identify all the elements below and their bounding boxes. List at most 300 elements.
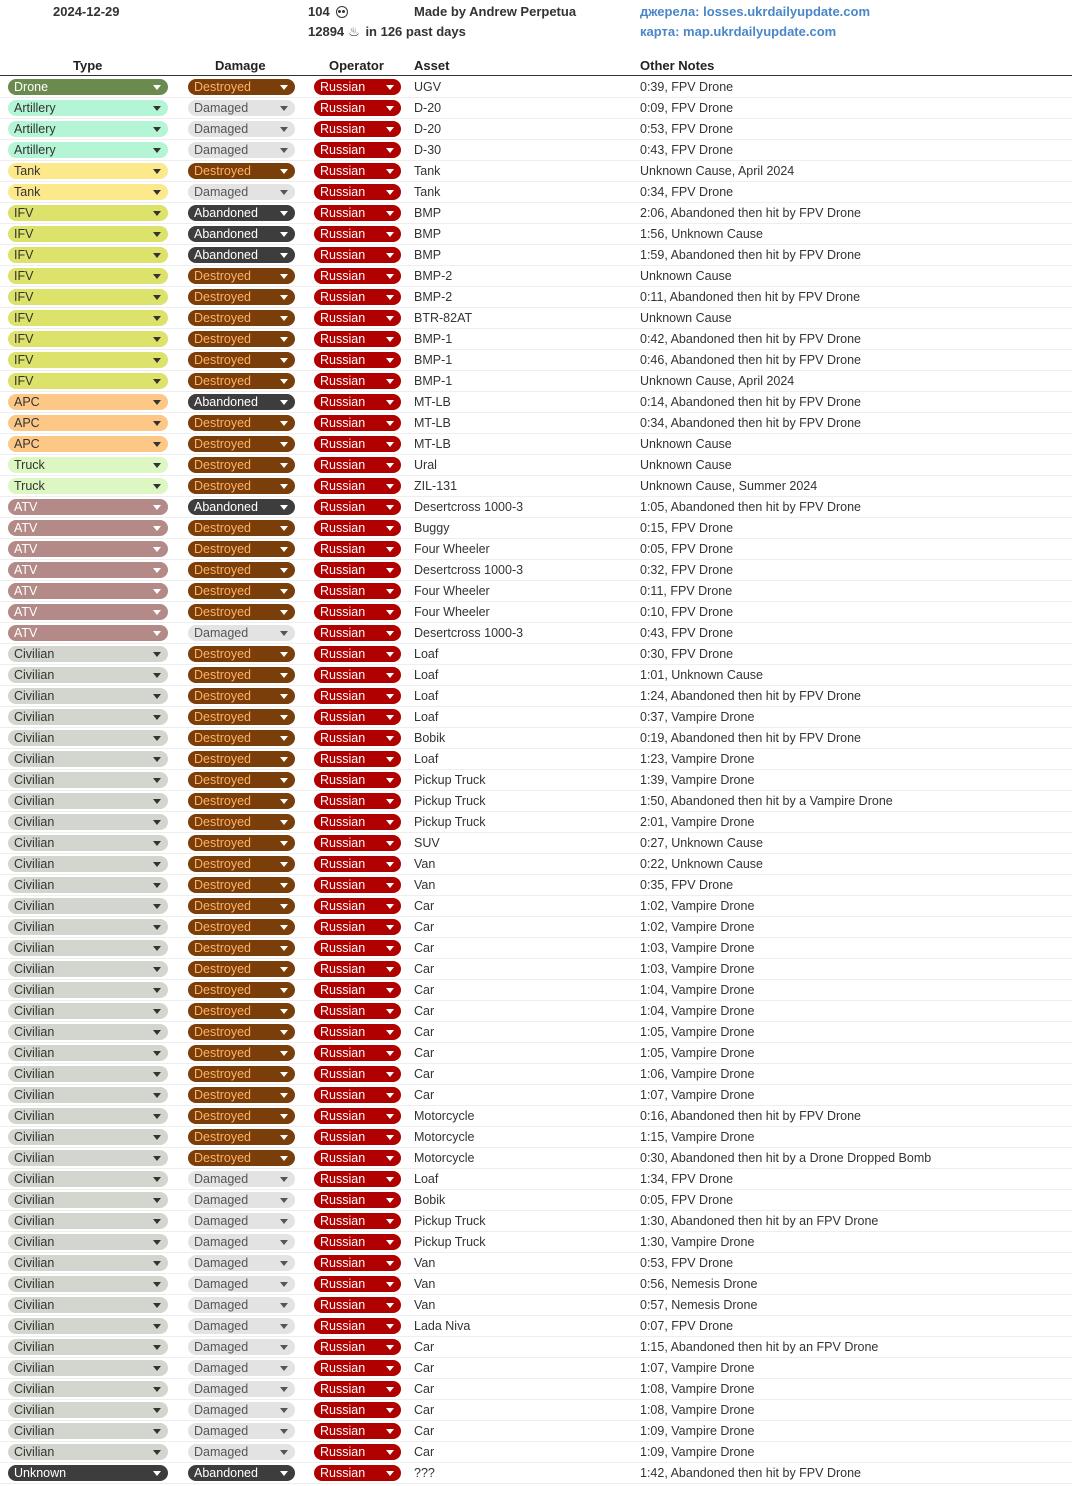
notes-cell[interactable]: 1:03, Vampire Drone xyxy=(640,941,755,955)
asset-cell[interactable]: Car xyxy=(414,1382,435,1396)
operator-select[interactable] xyxy=(314,1150,401,1166)
type-select[interactable] xyxy=(8,1045,168,1061)
type-select[interactable] xyxy=(8,646,168,662)
operator-select[interactable] xyxy=(314,772,401,788)
damage-select[interactable] xyxy=(188,205,295,221)
operator-select[interactable] xyxy=(314,1003,401,1019)
type-select[interactable] xyxy=(8,1066,168,1082)
operator-select[interactable] xyxy=(314,1066,401,1082)
damage-select[interactable] xyxy=(188,1087,295,1103)
type-select[interactable] xyxy=(8,100,168,116)
type-select[interactable] xyxy=(8,898,168,914)
asset-cell[interactable]: Ural xyxy=(414,458,437,472)
damage-select[interactable] xyxy=(188,835,295,851)
type-select[interactable] xyxy=(8,541,168,557)
asset-cell[interactable]: Car xyxy=(414,1445,435,1459)
notes-cell[interactable]: 1:15, Abandoned then hit by an FPV Drone xyxy=(640,1340,879,1354)
type-select[interactable] xyxy=(8,688,168,704)
asset-cell[interactable]: Pickup Truck xyxy=(414,1235,486,1249)
operator-select[interactable] xyxy=(314,940,401,956)
damage-select[interactable] xyxy=(188,982,295,998)
notes-cell[interactable]: 2:01, Vampire Drone xyxy=(640,815,755,829)
asset-cell[interactable]: Car xyxy=(414,1340,435,1354)
operator-select[interactable] xyxy=(314,373,401,389)
notes-cell[interactable]: 1:05, Abandoned then hit by FPV Drone xyxy=(640,500,861,514)
notes-cell[interactable]: 1:09, Vampire Drone xyxy=(640,1424,755,1438)
asset-cell[interactable]: Van xyxy=(414,1277,436,1291)
notes-cell[interactable]: 0:39, FPV Drone xyxy=(640,80,734,94)
operator-select[interactable] xyxy=(314,919,401,935)
type-select[interactable] xyxy=(8,625,168,641)
notes-cell[interactable]: 0:30, FPV Drone xyxy=(640,647,734,661)
operator-select[interactable] xyxy=(314,1276,401,1292)
notes-cell[interactable]: 0:30, Abandoned then hit by a Drone Dropped Bomb xyxy=(640,1151,932,1165)
damage-select[interactable] xyxy=(188,1381,295,1397)
asset-cell[interactable]: Car xyxy=(414,1067,435,1081)
type-select[interactable] xyxy=(8,835,168,851)
damage-select[interactable] xyxy=(188,1276,295,1292)
type-select[interactable] xyxy=(8,1108,168,1124)
type-select[interactable] xyxy=(8,1150,168,1166)
notes-cell[interactable]: 1:42, Abandoned then hit by FPV Drone xyxy=(640,1466,861,1480)
damage-select[interactable] xyxy=(188,352,295,368)
operator-select[interactable] xyxy=(314,1108,401,1124)
notes-cell[interactable]: 0:42, Abandoned then hit by FPV Drone xyxy=(640,332,861,346)
damage-select[interactable] xyxy=(188,772,295,788)
asset-cell[interactable]: Car xyxy=(414,941,435,955)
asset-cell[interactable]: Loaf xyxy=(414,1172,439,1186)
damage-select[interactable] xyxy=(188,1465,295,1481)
damage-select[interactable] xyxy=(188,289,295,305)
operator-select[interactable] xyxy=(314,814,401,830)
damage-select[interactable] xyxy=(188,730,295,746)
notes-cell[interactable]: 0:27, Unknown Cause xyxy=(640,836,763,850)
map-link[interactable]: карта: map.ukrdailyupdate.com xyxy=(640,24,837,39)
type-select[interactable] xyxy=(8,247,168,263)
notes-cell[interactable]: 1:03, Vampire Drone xyxy=(640,962,755,976)
operator-select[interactable] xyxy=(314,1402,401,1418)
operator-select[interactable] xyxy=(314,793,401,809)
type-select[interactable] xyxy=(8,205,168,221)
operator-select[interactable] xyxy=(314,1318,401,1334)
column-header-notes[interactable]: Other Notes xyxy=(640,58,715,73)
column-header-type[interactable]: Type xyxy=(73,58,103,73)
asset-cell[interactable]: Car xyxy=(414,1046,435,1060)
operator-select[interactable] xyxy=(314,457,401,473)
type-select[interactable] xyxy=(8,436,168,452)
operator-select[interactable] xyxy=(314,982,401,998)
operator-select[interactable] xyxy=(314,1339,401,1355)
operator-select[interactable] xyxy=(314,142,401,158)
type-select[interactable] xyxy=(8,310,168,326)
asset-cell[interactable]: Car xyxy=(414,1004,435,1018)
asset-cell[interactable]: Van xyxy=(414,857,436,871)
notes-cell[interactable]: Unknown Cause, April 2024 xyxy=(640,374,795,388)
notes-cell[interactable]: Unknown Cause, Summer 2024 xyxy=(640,479,818,493)
asset-cell[interactable]: Car xyxy=(414,1361,435,1375)
asset-cell[interactable]: Car xyxy=(414,899,435,913)
asset-cell[interactable]: Pickup Truck xyxy=(414,1214,486,1228)
operator-select[interactable] xyxy=(314,1360,401,1376)
notes-cell[interactable]: 1:39, Vampire Drone xyxy=(640,773,755,787)
notes-cell[interactable]: Unknown Cause, April 2024 xyxy=(640,164,795,178)
damage-select[interactable] xyxy=(188,667,295,683)
operator-select[interactable] xyxy=(314,1087,401,1103)
operator-select[interactable] xyxy=(314,1465,401,1481)
operator-select[interactable] xyxy=(314,1045,401,1061)
operator-select[interactable] xyxy=(314,1444,401,1460)
type-select[interactable] xyxy=(8,478,168,494)
damage-select[interactable] xyxy=(188,226,295,242)
damage-select[interactable] xyxy=(188,961,295,977)
notes-cell[interactable]: 0:43, FPV Drone xyxy=(640,143,734,157)
type-select[interactable] xyxy=(8,1192,168,1208)
operator-select[interactable] xyxy=(314,1234,401,1250)
damage-select[interactable] xyxy=(188,394,295,410)
operator-select[interactable] xyxy=(314,205,401,221)
notes-cell[interactable]: 0:37, Vampire Drone xyxy=(640,710,755,724)
notes-cell[interactable]: 0:34, Abandoned then hit by FPV Drone xyxy=(640,416,861,430)
operator-select[interactable] xyxy=(314,835,401,851)
damage-select[interactable] xyxy=(188,331,295,347)
damage-select[interactable] xyxy=(188,793,295,809)
notes-cell[interactable]: 0:09, FPV Drone xyxy=(640,101,734,115)
asset-cell[interactable]: Car xyxy=(414,920,435,934)
notes-cell[interactable]: 1:04, Vampire Drone xyxy=(640,1004,755,1018)
asset-cell[interactable]: Motorcycle xyxy=(414,1151,475,1165)
asset-cell[interactable]: MT-LB xyxy=(414,416,451,430)
operator-select[interactable] xyxy=(314,688,401,704)
type-select[interactable] xyxy=(8,1171,168,1187)
damage-select[interactable] xyxy=(188,1003,295,1019)
damage-select[interactable] xyxy=(188,604,295,620)
type-select[interactable] xyxy=(8,1003,168,1019)
notes-cell[interactable]: Unknown Cause xyxy=(640,311,732,325)
asset-cell[interactable]: D-20 xyxy=(414,122,442,136)
operator-select[interactable] xyxy=(314,604,401,620)
notes-cell[interactable]: 0:11, Abandoned then hit by FPV Drone xyxy=(640,290,861,304)
asset-cell[interactable]: Loaf xyxy=(414,752,439,766)
notes-cell[interactable]: 0:22, Unknown Cause xyxy=(640,857,763,871)
operator-select[interactable] xyxy=(314,751,401,767)
notes-cell[interactable]: 1:24, Abandoned then hit by FPV Drone xyxy=(640,689,861,703)
notes-cell[interactable]: 1:09, Vampire Drone xyxy=(640,1445,755,1459)
operator-select[interactable] xyxy=(314,520,401,536)
operator-select[interactable] xyxy=(314,79,401,95)
operator-select[interactable] xyxy=(314,478,401,494)
notes-cell[interactable]: 0:11, FPV Drone xyxy=(640,584,733,598)
notes-cell[interactable]: 0:14, Abandoned then hit by FPV Drone xyxy=(640,395,861,409)
damage-select[interactable] xyxy=(188,856,295,872)
type-select[interactable] xyxy=(8,1087,168,1103)
damage-select[interactable] xyxy=(188,1444,295,1460)
damage-select[interactable] xyxy=(188,1129,295,1145)
damage-select[interactable] xyxy=(188,436,295,452)
operator-select[interactable] xyxy=(314,268,401,284)
notes-cell[interactable]: 0:53, FPV Drone xyxy=(640,1256,734,1270)
type-select[interactable] xyxy=(8,877,168,893)
asset-cell[interactable]: Van xyxy=(414,1256,436,1270)
damage-select[interactable] xyxy=(188,520,295,536)
type-select[interactable] xyxy=(8,394,168,410)
type-select[interactable] xyxy=(8,856,168,872)
damage-select[interactable] xyxy=(188,688,295,704)
asset-cell[interactable]: Loaf xyxy=(414,668,439,682)
damage-select[interactable] xyxy=(188,1255,295,1271)
asset-cell[interactable]: MT-LB xyxy=(414,437,451,451)
type-select[interactable] xyxy=(8,961,168,977)
operator-select[interactable] xyxy=(314,184,401,200)
type-select[interactable] xyxy=(8,121,168,137)
type-select[interactable] xyxy=(8,331,168,347)
type-select[interactable] xyxy=(8,1234,168,1250)
operator-select[interactable] xyxy=(314,625,401,641)
asset-cell[interactable]: Car xyxy=(414,983,435,997)
asset-cell[interactable]: Car xyxy=(414,1025,435,1039)
notes-cell[interactable]: 1:15, Vampire Drone xyxy=(640,1130,755,1144)
operator-select[interactable] xyxy=(314,562,401,578)
damage-select[interactable] xyxy=(188,1297,295,1313)
operator-select[interactable] xyxy=(314,1024,401,1040)
type-select[interactable] xyxy=(8,373,168,389)
operator-select[interactable] xyxy=(314,667,401,683)
damage-select[interactable] xyxy=(188,1024,295,1040)
notes-cell[interactable]: 0:32, FPV Drone xyxy=(640,563,734,577)
damage-select[interactable] xyxy=(188,877,295,893)
damage-select[interactable] xyxy=(188,1192,295,1208)
damage-select[interactable] xyxy=(188,1423,295,1439)
asset-cell[interactable]: Motorcycle xyxy=(414,1109,475,1123)
notes-cell[interactable]: 1:30, Abandoned then hit by an FPV Drone xyxy=(640,1214,879,1228)
asset-cell[interactable]: ??? xyxy=(414,1466,435,1480)
notes-cell[interactable]: 0:43, FPV Drone xyxy=(640,626,734,640)
operator-select[interactable] xyxy=(314,1423,401,1439)
operator-select[interactable] xyxy=(314,499,401,515)
type-select[interactable] xyxy=(8,184,168,200)
damage-select[interactable] xyxy=(188,1066,295,1082)
damage-select[interactable] xyxy=(188,478,295,494)
asset-cell[interactable]: Bobik xyxy=(414,1193,446,1207)
damage-select[interactable] xyxy=(188,646,295,662)
operator-select[interactable] xyxy=(314,289,401,305)
type-select[interactable] xyxy=(8,1423,168,1439)
notes-cell[interactable]: Unknown Cause xyxy=(640,269,732,283)
asset-cell[interactable]: Pickup Truck xyxy=(414,773,486,787)
operator-select[interactable] xyxy=(314,583,401,599)
type-select[interactable] xyxy=(8,772,168,788)
asset-cell[interactable]: Loaf xyxy=(414,647,439,661)
asset-cell[interactable]: ZIL-131 xyxy=(414,479,458,493)
asset-cell[interactable]: Car xyxy=(414,1088,435,1102)
type-select[interactable] xyxy=(8,751,168,767)
asset-cell[interactable]: Loaf xyxy=(414,689,439,703)
damage-select[interactable] xyxy=(188,415,295,431)
damage-select[interactable] xyxy=(188,373,295,389)
asset-cell[interactable]: BMP xyxy=(414,227,442,241)
asset-cell[interactable]: D-30 xyxy=(414,143,442,157)
damage-select[interactable] xyxy=(188,1318,295,1334)
asset-cell[interactable]: Buggy xyxy=(414,521,450,535)
type-select[interactable] xyxy=(8,1297,168,1313)
operator-select[interactable] xyxy=(314,415,401,431)
type-select[interactable] xyxy=(8,520,168,536)
asset-cell[interactable]: UGV xyxy=(414,80,442,94)
notes-cell[interactable]: 1:23, Vampire Drone xyxy=(640,752,755,766)
type-select[interactable] xyxy=(8,352,168,368)
operator-select[interactable] xyxy=(314,331,401,347)
notes-cell[interactable]: 1:06, Vampire Drone xyxy=(640,1067,755,1081)
operator-select[interactable] xyxy=(314,877,401,893)
notes-cell[interactable]: 1:04, Vampire Drone xyxy=(640,983,755,997)
damage-select[interactable] xyxy=(188,583,295,599)
damage-select[interactable] xyxy=(188,940,295,956)
notes-cell[interactable]: 1:08, Vampire Drone xyxy=(640,1382,755,1396)
asset-cell[interactable]: Desertcross 1000-3 xyxy=(414,626,524,640)
damage-select[interactable] xyxy=(188,625,295,641)
asset-cell[interactable]: Loaf xyxy=(414,710,439,724)
notes-cell[interactable]: 0:56, Nemesis Drone xyxy=(640,1277,758,1291)
notes-cell[interactable]: 1:02, Vampire Drone xyxy=(640,920,755,934)
type-select[interactable] xyxy=(8,940,168,956)
damage-select[interactable] xyxy=(188,184,295,200)
notes-cell[interactable]: 0:34, FPV Drone xyxy=(640,185,734,199)
type-select[interactable] xyxy=(8,1213,168,1229)
notes-cell[interactable]: 0:57, Nemesis Drone xyxy=(640,1298,758,1312)
notes-cell[interactable]: 1:05, Vampire Drone xyxy=(640,1025,755,1039)
column-header-damage[interactable]: Damage xyxy=(215,58,266,73)
type-select[interactable] xyxy=(8,79,168,95)
damage-select[interactable] xyxy=(188,562,295,578)
operator-select[interactable] xyxy=(314,1213,401,1229)
operator-select[interactable] xyxy=(314,1381,401,1397)
type-select[interactable] xyxy=(8,499,168,515)
type-select[interactable] xyxy=(8,142,168,158)
damage-select[interactable] xyxy=(188,1150,295,1166)
operator-select[interactable] xyxy=(314,961,401,977)
asset-cell[interactable]: BMP-2 xyxy=(414,290,453,304)
type-select[interactable] xyxy=(8,289,168,305)
operator-select[interactable] xyxy=(314,646,401,662)
damage-select[interactable] xyxy=(188,499,295,515)
asset-cell[interactable]: Four Wheeler xyxy=(414,542,490,556)
sources-link[interactable]: джерела: losses.ukrdailyupdate.com xyxy=(640,4,871,19)
asset-cell[interactable]: BMP-1 xyxy=(414,374,453,388)
operator-select[interactable] xyxy=(314,394,401,410)
type-select[interactable] xyxy=(8,268,168,284)
notes-cell[interactable]: 0:07, FPV Drone xyxy=(640,1319,734,1333)
type-select[interactable] xyxy=(8,1129,168,1145)
type-select[interactable] xyxy=(8,1255,168,1271)
damage-select[interactable] xyxy=(188,247,295,263)
notes-cell[interactable]: 0:35, FPV Drone xyxy=(640,878,734,892)
notes-cell[interactable]: 1:59, Abandoned then hit by FPV Drone xyxy=(640,248,861,262)
type-select[interactable] xyxy=(8,793,168,809)
damage-select[interactable] xyxy=(188,1108,295,1124)
notes-cell[interactable]: 1:02, Vampire Drone xyxy=(640,899,755,913)
operator-select[interactable] xyxy=(314,1297,401,1313)
operator-select[interactable] xyxy=(314,856,401,872)
type-select[interactable] xyxy=(8,1318,168,1334)
damage-select[interactable] xyxy=(188,100,295,116)
type-select[interactable] xyxy=(8,1339,168,1355)
operator-select[interactable] xyxy=(314,898,401,914)
type-select[interactable] xyxy=(8,1402,168,1418)
type-select[interactable] xyxy=(8,226,168,242)
damage-select[interactable] xyxy=(188,163,295,179)
type-select[interactable] xyxy=(8,1360,168,1376)
operator-select[interactable] xyxy=(314,1129,401,1145)
asset-cell[interactable]: Van xyxy=(414,1298,436,1312)
damage-select[interactable] xyxy=(188,268,295,284)
column-header-asset[interactable]: Asset xyxy=(414,58,450,73)
operator-select[interactable] xyxy=(314,226,401,242)
damage-select[interactable] xyxy=(188,1234,295,1250)
asset-cell[interactable]: Car xyxy=(414,1424,435,1438)
operator-select[interactable] xyxy=(314,247,401,263)
operator-select[interactable] xyxy=(314,709,401,725)
operator-select[interactable] xyxy=(314,163,401,179)
damage-select[interactable] xyxy=(188,709,295,725)
damage-select[interactable] xyxy=(188,142,295,158)
asset-cell[interactable]: Pickup Truck xyxy=(414,794,486,808)
notes-cell[interactable]: Unknown Cause xyxy=(640,458,732,472)
damage-select[interactable] xyxy=(188,1171,295,1187)
damage-select[interactable] xyxy=(188,751,295,767)
operator-select[interactable] xyxy=(314,1255,401,1271)
type-select[interactable] xyxy=(8,1465,168,1481)
operator-select[interactable] xyxy=(314,730,401,746)
notes-cell[interactable]: 0:05, FPV Drone xyxy=(640,542,734,556)
asset-cell[interactable]: Lada Niva xyxy=(414,1319,471,1333)
notes-cell[interactable]: 1:01, Unknown Cause xyxy=(640,668,763,682)
asset-cell[interactable]: BMP-1 xyxy=(414,332,453,346)
asset-cell[interactable]: Four Wheeler xyxy=(414,584,490,598)
asset-cell[interactable]: BMP xyxy=(414,248,442,262)
column-header-operator[interactable]: Operator xyxy=(329,58,384,73)
type-select[interactable] xyxy=(8,604,168,620)
operator-select[interactable] xyxy=(314,1192,401,1208)
type-select[interactable] xyxy=(8,457,168,473)
operator-select[interactable] xyxy=(314,121,401,137)
notes-cell[interactable]: 0:16, Abandoned then hit by FPV Drone xyxy=(640,1109,861,1123)
asset-cell[interactable]: Pickup Truck xyxy=(414,815,486,829)
notes-cell[interactable]: 0:10, FPV Drone xyxy=(640,605,734,619)
type-select[interactable] xyxy=(8,814,168,830)
damage-select[interactable] xyxy=(188,1213,295,1229)
type-select[interactable] xyxy=(8,1381,168,1397)
type-select[interactable] xyxy=(8,667,168,683)
type-select[interactable] xyxy=(8,415,168,431)
notes-cell[interactable]: 1:50, Abandoned then hit by a Vampire Drone xyxy=(640,794,893,808)
damage-select[interactable] xyxy=(188,919,295,935)
damage-select[interactable] xyxy=(188,310,295,326)
type-select[interactable] xyxy=(8,1024,168,1040)
asset-cell[interactable]: BMP-1 xyxy=(414,353,453,367)
notes-cell[interactable]: 1:08, Vampire Drone xyxy=(640,1403,755,1417)
damage-select[interactable] xyxy=(188,1339,295,1355)
notes-cell[interactable]: 2:06, Abandoned then hit by FPV Drone xyxy=(640,206,861,220)
asset-cell[interactable]: Four Wheeler xyxy=(414,605,490,619)
damage-select[interactable] xyxy=(188,121,295,137)
notes-cell[interactable]: 1:30, Vampire Drone xyxy=(640,1235,755,1249)
type-select[interactable] xyxy=(8,730,168,746)
type-select[interactable] xyxy=(8,562,168,578)
damage-select[interactable] xyxy=(188,1360,295,1376)
damage-select[interactable] xyxy=(188,898,295,914)
damage-select[interactable] xyxy=(188,79,295,95)
type-select[interactable] xyxy=(8,583,168,599)
operator-select[interactable] xyxy=(314,352,401,368)
